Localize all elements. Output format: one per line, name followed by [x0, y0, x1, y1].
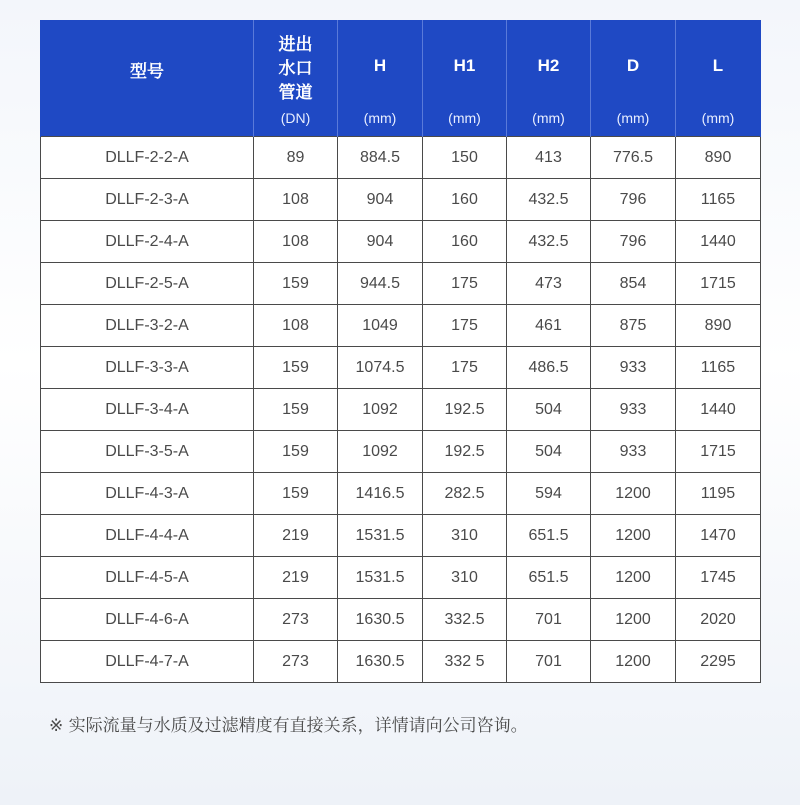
header-dn-line-2: 水口 [278, 59, 313, 78]
cell-model: DLLF-2-2-A [41, 137, 254, 179]
table-row [41, 473, 761, 515]
cell-h: 1092 [338, 431, 423, 473]
header-d-label: D [626, 56, 640, 75]
cell-h1: 160 [423, 221, 507, 263]
cell-l: 1195 [676, 473, 761, 515]
cell-h2: 432.5 [507, 179, 591, 221]
cell-h1: 150 [423, 137, 507, 179]
cell-h: 1531.5 [338, 557, 423, 599]
header-dn-unit: (DN) [280, 110, 311, 126]
cell-dn: 219 [254, 515, 338, 557]
cell-model: DLLF-2-4-A [41, 221, 254, 263]
cell-h2: 651.5 [507, 557, 591, 599]
cell-d: 933 [591, 347, 676, 389]
cell-l: 2295 [676, 641, 761, 683]
cell-dn: 108 [254, 179, 338, 221]
header-l-label: L [712, 56, 724, 75]
cell-d: 1200 [591, 515, 676, 557]
cell-dn: 219 [254, 557, 338, 599]
cell-h2: 504 [507, 389, 591, 431]
cell-model: DLLF-3-2-A [41, 305, 254, 347]
cell-h: 1074.5 [338, 347, 423, 389]
header-l [676, 20, 761, 137]
cell-h2: 594 [507, 473, 591, 515]
header-d-unit: (mm) [616, 110, 650, 126]
header-dn-line-1: 进出 [278, 35, 313, 54]
table-row [41, 263, 761, 305]
cell-h: 1416.5 [338, 473, 423, 515]
footnote: ※ 实际流量与水质及过滤精度有直接关系，详情请向公司咨询。 [49, 716, 528, 736]
cell-h1: 160 [423, 179, 507, 221]
table-row [41, 557, 761, 599]
table-row [41, 599, 761, 641]
cell-dn: 108 [254, 221, 338, 263]
cell-dn: 273 [254, 599, 338, 641]
cell-dn: 159 [254, 347, 338, 389]
header-h-unit: (mm) [363, 110, 397, 126]
cell-h1: 175 [423, 347, 507, 389]
cell-h: 904 [338, 221, 423, 263]
cell-d: 776.5 [591, 137, 676, 179]
header-d [591, 20, 676, 137]
header-h2 [507, 20, 591, 137]
header-h2-unit: (mm) [532, 110, 565, 126]
cell-model: DLLF-2-5-A [41, 263, 254, 305]
cell-model: DLLF-3-5-A [41, 431, 254, 473]
cell-l: 1715 [676, 431, 761, 473]
cell-l: 1165 [676, 179, 761, 221]
header-h-label: H [373, 56, 387, 75]
cell-l: 2020 [676, 599, 761, 641]
cell-model: DLLF-3-3-A [41, 347, 254, 389]
table-header [41, 20, 761, 137]
header-model-label: 型号 [130, 62, 164, 81]
cell-d: 1200 [591, 641, 676, 683]
cell-dn: 159 [254, 431, 338, 473]
cell-h: 1092 [338, 389, 423, 431]
cell-l: 1165 [676, 347, 761, 389]
cell-dn: 108 [254, 305, 338, 347]
cell-model: DLLF-4-3-A [41, 473, 254, 515]
table-row [41, 305, 761, 347]
cell-model: DLLF-3-4-A [41, 389, 254, 431]
table-row [41, 347, 761, 389]
cell-model: DLLF-2-3-A [41, 179, 254, 221]
cell-h1: 175 [423, 263, 507, 305]
header-h1 [423, 20, 507, 137]
header-h [338, 20, 423, 137]
cell-h2: 486.5 [507, 347, 591, 389]
cell-h: 884.5 [338, 137, 423, 179]
table-row [41, 137, 761, 179]
cell-dn: 273 [254, 641, 338, 683]
cell-h1: 282.5 [423, 473, 507, 515]
cell-h1: 310 [423, 557, 507, 599]
cell-h2: 461 [507, 305, 591, 347]
cell-h2: 413 [507, 137, 591, 179]
cell-h2: 651.5 [507, 515, 591, 557]
table-row [41, 389, 761, 431]
header-h1-label: H1 [453, 56, 476, 75]
cell-d: 1200 [591, 557, 676, 599]
table-row [41, 179, 761, 221]
cell-h2: 504 [507, 431, 591, 473]
cell-h: 904 [338, 179, 423, 221]
header-dn-line-3: 管道 [278, 83, 313, 102]
cell-d: 933 [591, 431, 676, 473]
header-l-unit: (mm) [701, 110, 735, 126]
cell-h2: 701 [507, 641, 591, 683]
cell-h2: 701 [507, 599, 591, 641]
cell-l: 890 [676, 137, 761, 179]
table-row [41, 221, 761, 263]
table-row [41, 515, 761, 557]
cell-h1: 175 [423, 305, 507, 347]
cell-h1: 332.5 [423, 599, 507, 641]
cell-l: 1715 [676, 263, 761, 305]
cell-h1: 192.5 [423, 431, 507, 473]
cell-dn: 89 [254, 137, 338, 179]
table-row [41, 431, 761, 473]
cell-h: 1531.5 [338, 515, 423, 557]
cell-h: 1630.5 [338, 599, 423, 641]
cell-model: DLLF-4-4-A [41, 515, 254, 557]
header-dn [254, 20, 338, 137]
cell-d: 1200 [591, 473, 676, 515]
cell-l: 1440 [676, 221, 761, 263]
cell-h: 944.5 [338, 263, 423, 305]
cell-l: 1470 [676, 515, 761, 557]
cell-h: 1630.5 [338, 641, 423, 683]
cell-h: 1049 [338, 305, 423, 347]
header-h1-unit: (mm) [448, 110, 481, 126]
table-row [41, 641, 761, 683]
cell-d: 1200 [591, 599, 676, 641]
cell-h1: 332 5 [423, 641, 507, 683]
cell-h1: 192.5 [423, 389, 507, 431]
cell-model: DLLF-4-6-A [41, 599, 254, 641]
cell-d: 875 [591, 305, 676, 347]
cell-l: 890 [676, 305, 761, 347]
spec-table [40, 20, 761, 683]
header-dn-label [276, 33, 316, 105]
cell-dn: 159 [254, 263, 338, 305]
cell-model: DLLF-4-7-A [41, 641, 254, 683]
cell-d: 796 [591, 179, 676, 221]
cell-dn: 159 [254, 473, 338, 515]
cell-h2: 473 [507, 263, 591, 305]
cell-d: 796 [591, 221, 676, 263]
cell-model: DLLF-4-5-A [41, 557, 254, 599]
header-model [41, 20, 254, 137]
cell-d: 933 [591, 389, 676, 431]
cell-l: 1440 [676, 389, 761, 431]
header-h2-label: H2 [537, 56, 560, 75]
cell-l: 1745 [676, 557, 761, 599]
cell-h2: 432.5 [507, 221, 591, 263]
cell-h1: 310 [423, 515, 507, 557]
cell-dn: 159 [254, 389, 338, 431]
cell-d: 854 [591, 263, 676, 305]
